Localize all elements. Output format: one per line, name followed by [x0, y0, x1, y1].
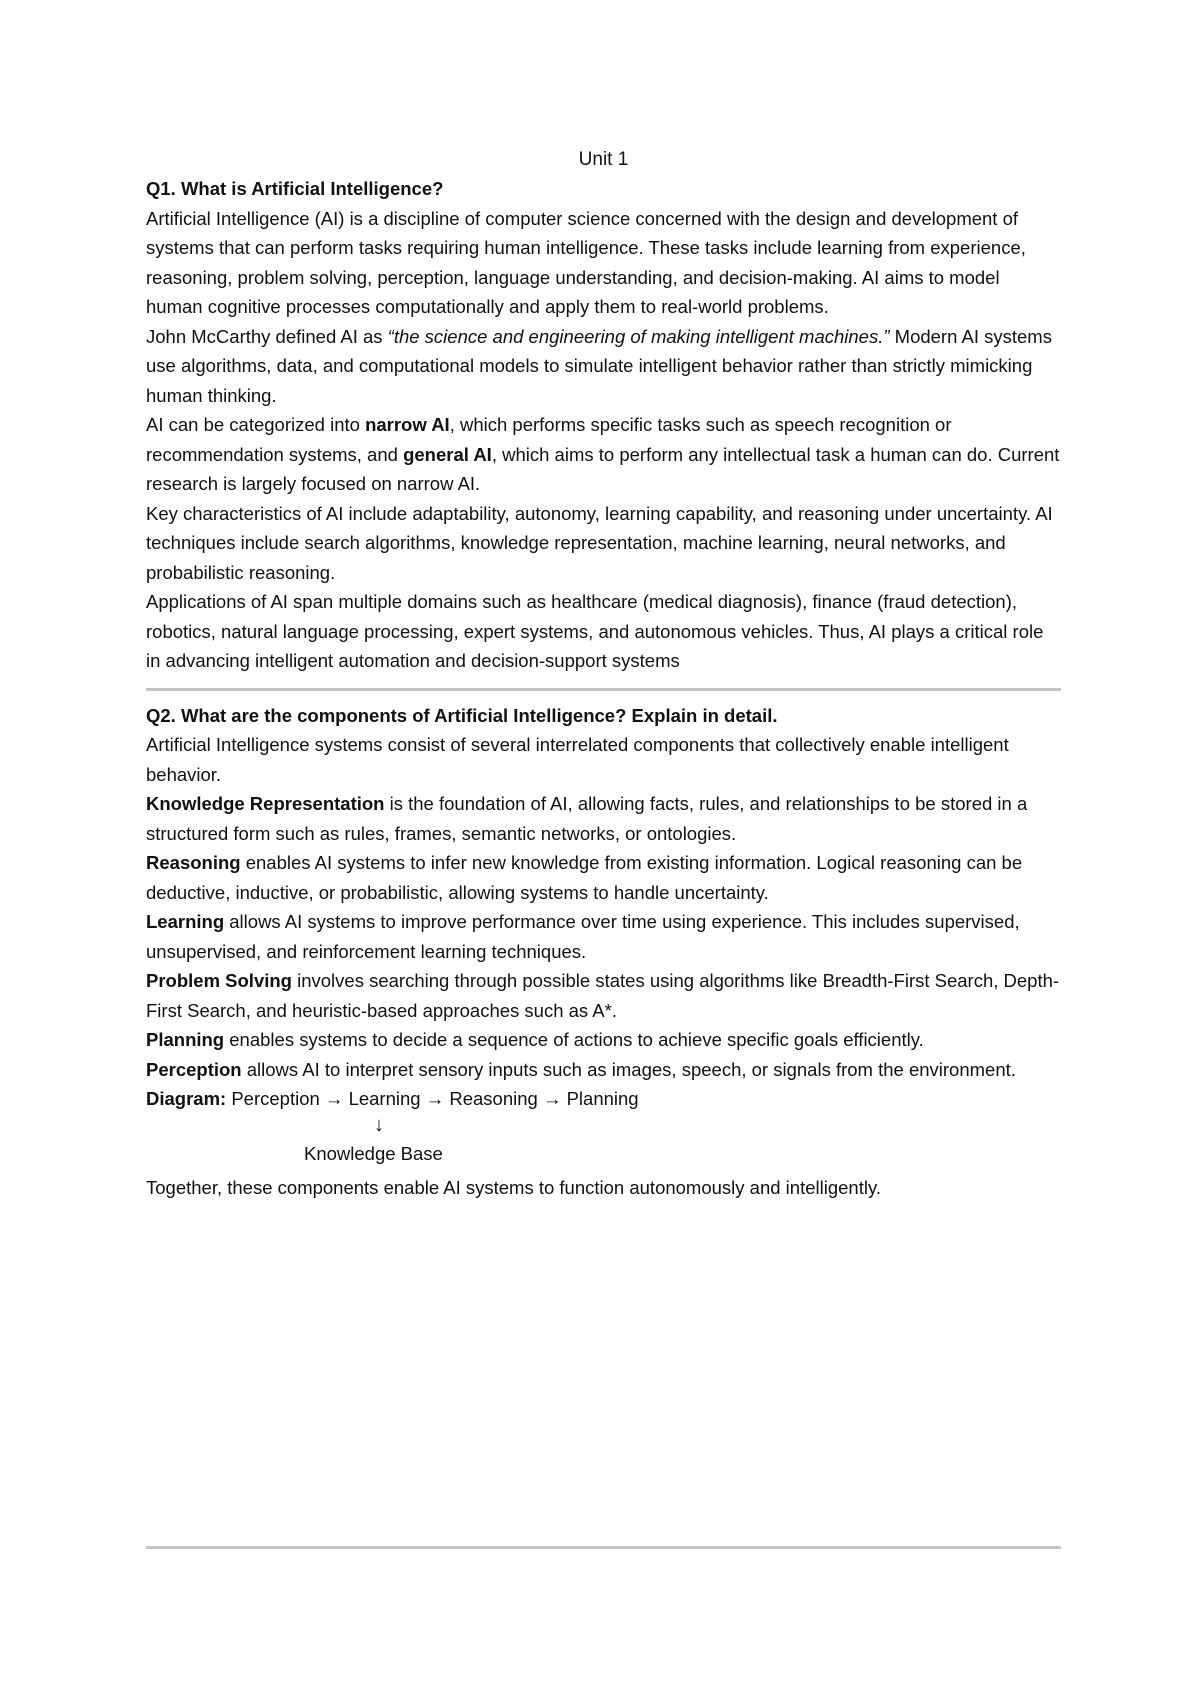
component-text: allows AI to interpret sensory inputs such as images, speech, or signals from the environment. — [241, 1058, 1016, 1080]
narrow-ai-term: narrow AI — [365, 414, 450, 435]
component-term: Problem Solving — [146, 970, 292, 991]
q1-p3-text-c: , which aims to perform any intellectual task a human can do. Current research is largely focused on narrow AI. — [146, 443, 1060, 494]
diagram-arrow-row — [146, 1114, 1061, 1144]
q1-paragraph-1: Artificial Intelligence (AI) is a discipline of computer science concerned with the design and development of systems that can perform tasks requiring human intelligence. These tasks include learning from experience, reasoning, problem solving, perception, language understanding, and decision-making. AI aims to model human cognitive processes computationally and apply them to real-world problems. — [146, 207, 1026, 317]
component-text: enables AI systems to infer new knowledge from existing information. Logical reasoning can be deductive, inductive, or probabilistic, allowing systems to handle uncertainty. — [146, 852, 1023, 903]
down-arrow-icon: ↓ — [374, 1113, 384, 1136]
component-text: allows AI systems to improve performance over time using experience. This includes supervised, unsupervised, and reinforcement learning techniques. — [146, 911, 1020, 962]
mccarthy-quote: “the science and engineering of making intelligent machines.” — [387, 325, 890, 347]
component-text: is the foundation of AI, allowing facts, rules, and relationships to be stored in a structured form such as rules, frames, semantic networks, or ontologies. — [146, 793, 1028, 844]
knowledge-base-label: Knowledge Base — [304, 1143, 443, 1164]
diagram-line — [146, 1084, 1061, 1114]
component-item — [146, 907, 1061, 966]
bottom-divider — [146, 1546, 1061, 1549]
component-term: Reasoning — [146, 852, 241, 873]
q2-conclusion: Together, these components enable AI systems to function autonomously and intelligently. — [146, 1176, 881, 1198]
q1-paragraph-5: Applications of AI span multiple domains such as healthcare (medical diagnosis), finance (fraud detection), robotics, natural language processing, expert systems, and autonomous vehicles. Thus, AI plays a critical role in advancing intelligent automation and decision-support systems — [146, 591, 1044, 671]
diagram-flow: Perception → Learning → Reasoning → Planning — [226, 1088, 639, 1109]
q1-p2-text-a: John McCarthy defined AI as — [146, 325, 388, 347]
q1-heading: Q1. What is Artificial Intelligence? — [146, 178, 444, 199]
q1-paragraph-4: Key characteristics of AI include adaptability, autonomy, learning capability, and reasoning under uncertainty. AI techniques include search algorithms, knowledge representation, machine learning, neural networks, and probabilistic reasoning. — [146, 502, 1053, 583]
q1-paragraph-2 — [146, 322, 1061, 411]
diagram-label: Diagram: — [146, 1088, 227, 1109]
q1-paragraph-3 — [146, 410, 1061, 499]
q2-intro: Artificial Intelligence systems consist of several interrelated components that collectively enable intelligent behavior. — [146, 734, 1009, 785]
component-item — [146, 1055, 1061, 1085]
component-term: Knowledge Representation — [146, 793, 385, 814]
component-text: involves searching through possible states using algorithms like Breadth-First Search, Depth-First Search, and heuristic-based approaches such as A*. — [146, 970, 1060, 1021]
component-item — [146, 1025, 1061, 1055]
document-page — [146, 148, 1061, 1202]
component-term: Learning — [146, 911, 225, 932]
q2-heading: Q2. What are the components of Artificial Intelligence? Explain in detail. — [146, 704, 778, 726]
q1-p2-text-b: Modern AI systems use algorithms, data, and computational models to simulate intelligent behavior rather than strictly mimicking human thinking. — [146, 325, 1052, 406]
component-item — [146, 789, 1061, 848]
general-ai-term: general AI — [403, 443, 492, 465]
component-term: Planning — [146, 1029, 225, 1050]
unit-title: Unit 1 — [578, 149, 629, 170]
component-item — [146, 966, 1061, 1025]
component-term: Perception — [146, 1058, 242, 1080]
section-divider — [146, 688, 1061, 691]
diagram-kb-row — [146, 1143, 1061, 1173]
q1-p3-text-b: , which performs specific tasks such as speech recognition or recommendation systems, and — [146, 414, 952, 465]
q1-p3-text-a: AI can be categorized into — [146, 414, 366, 435]
component-item — [146, 848, 1061, 907]
component-text: enables systems to decide a sequence of actions to achieve specific goals efficiently. — [224, 1029, 924, 1050]
